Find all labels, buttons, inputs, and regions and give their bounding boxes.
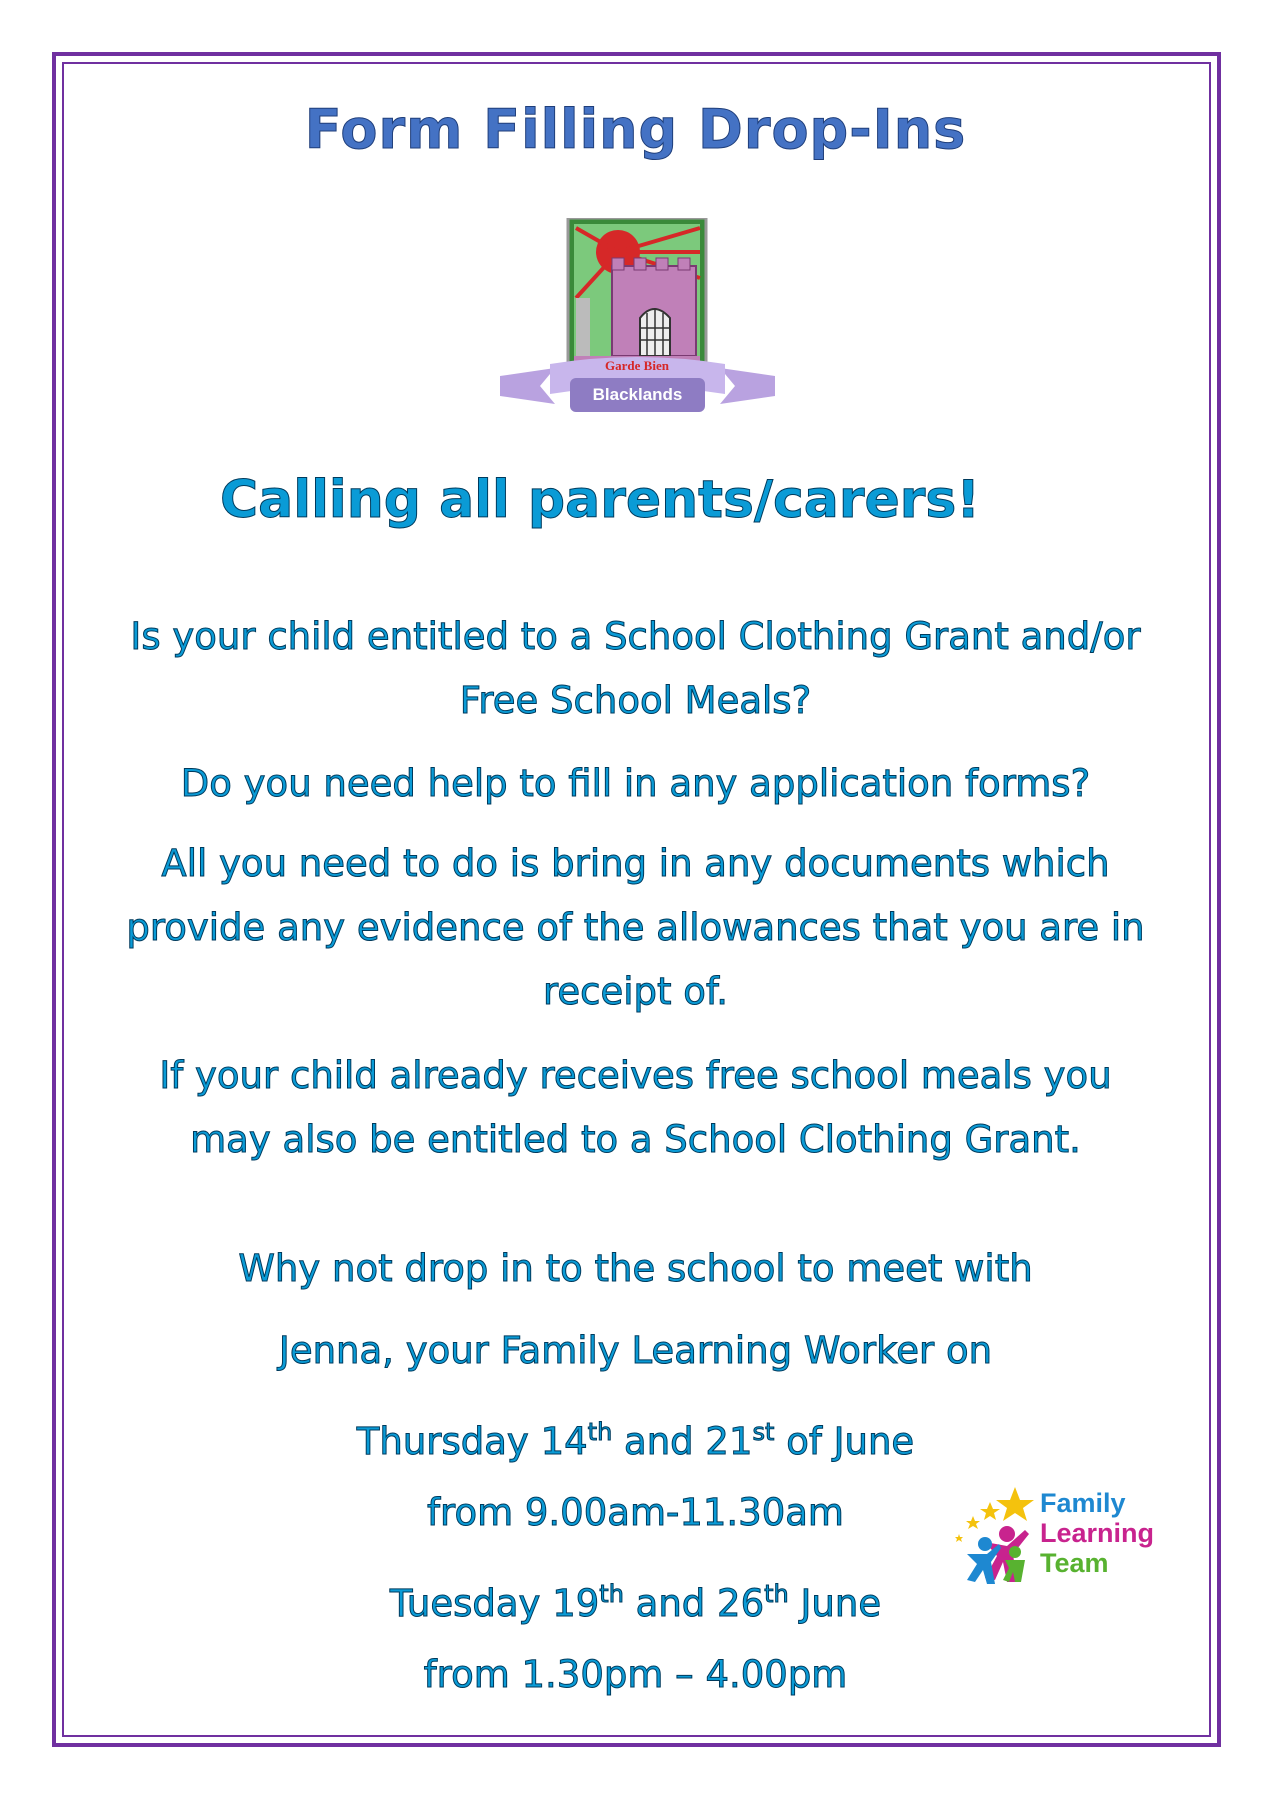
schedule-worker: Jenna, your Family Learning Worker on bbox=[278, 1329, 993, 1372]
documents-line3: receipt of. bbox=[542, 970, 729, 1013]
flt-line-family: Family bbox=[1040, 1488, 1126, 1518]
family-learning-team-wordmark bbox=[1040, 1488, 1154, 1578]
documents-instruction bbox=[70, 832, 1201, 1024]
clothing-note-line1: If your child already receives free school meals you bbox=[159, 1054, 1112, 1097]
question-entitlement bbox=[70, 605, 1201, 733]
schedule-time-morning: from 9.00am-11.30am bbox=[427, 1491, 844, 1534]
crest-motto: Garde Bien bbox=[605, 358, 669, 373]
headline: Calling all parents/carers! bbox=[220, 470, 981, 530]
flt-line-learning: Learning bbox=[1040, 1518, 1155, 1548]
schedule-intro: Why not drop in to the school to meet with bbox=[238, 1247, 1033, 1290]
clothing-note-line2: may also be entitled to a School Clothing Grant. bbox=[190, 1118, 1081, 1161]
page-title: Form Filling Drop-Ins bbox=[304, 98, 967, 161]
question-entitlement-line2: Free School Meals? bbox=[459, 679, 812, 722]
crest-school-name: Blacklands bbox=[592, 385, 683, 404]
clothing-grant-note bbox=[70, 1044, 1201, 1172]
schedule-tuesday: Tuesday 19th and 26th June bbox=[389, 1580, 882, 1625]
documents-line2: provide any evidence of the allowances that you are in bbox=[126, 906, 1145, 949]
flt-line-team: Team bbox=[1040, 1548, 1109, 1578]
question-help: Do you need help to fill in any application forms? bbox=[180, 762, 1091, 805]
question-entitlement-line1: Is your child entitled to a School Clothing Grant and/or bbox=[130, 615, 1141, 658]
schedule-thursday: Thursday 14th and 21st of June bbox=[356, 1418, 915, 1463]
schedule-time-afternoon: from 1.30pm – 4.00pm bbox=[423, 1653, 848, 1696]
documents-line1: All you need to do is bring in any documents which bbox=[161, 842, 1110, 885]
